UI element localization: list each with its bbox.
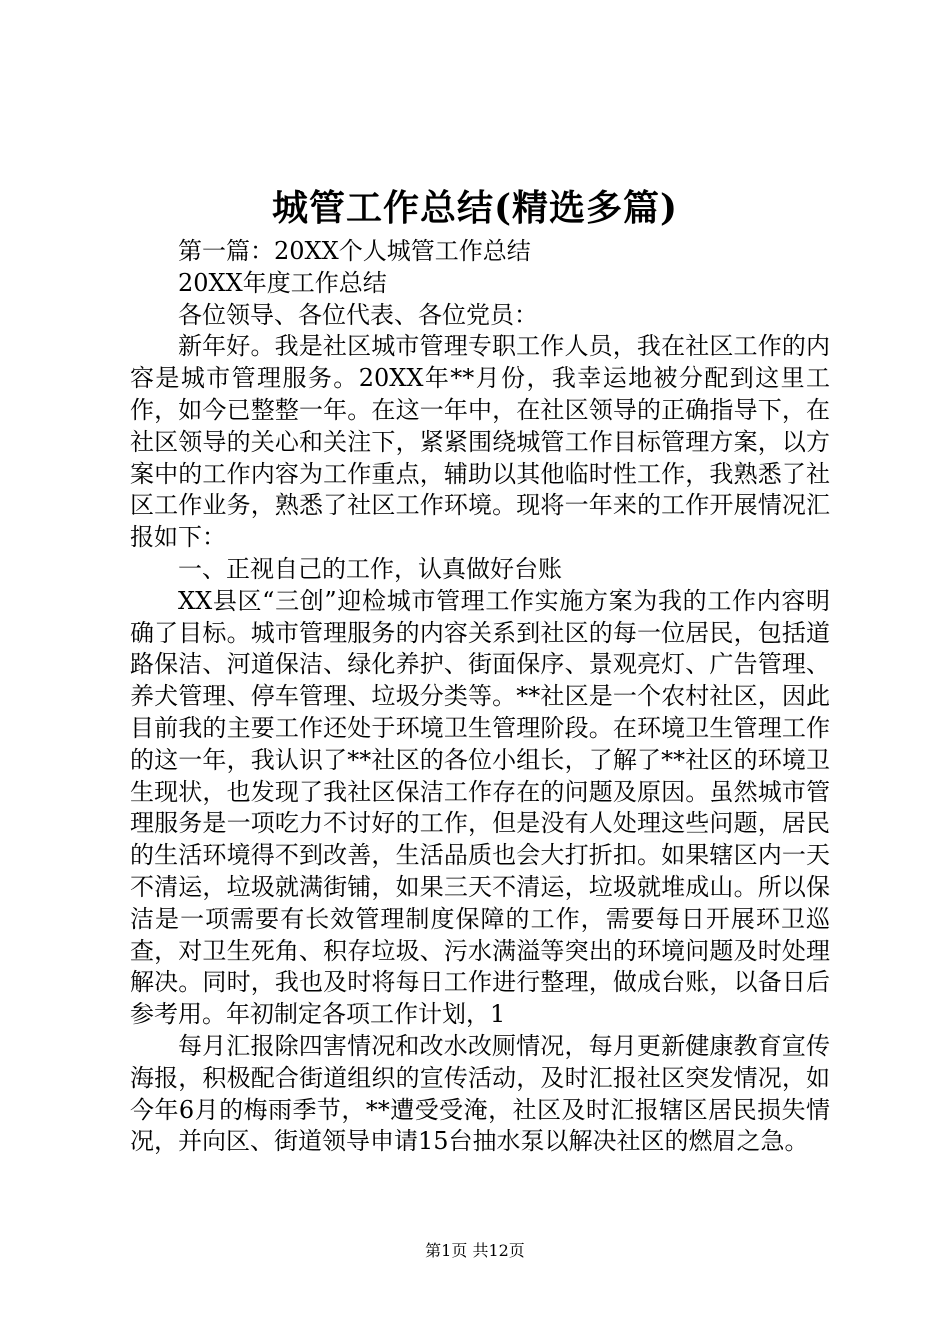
document-title: 城管工作总结(精选多篇) [271, 187, 679, 229]
paragraph-introduction: 新年好。我是社区城市管理专职工作人员，我在社区工作的内容是城市管理服务。20XX年**月份，我幸运地被分配到这里工作，如今已整整一年。在这一年中，在社区领导的正确指导下，在社区领导的关心和关注下，紧紧围绕城管工作目标管理方案，以方案中的工作内容为工作重点，辅助以其他临时性工作，我熟悉了社区工作业务，熟悉了社区工作环境。现将一年来的工作开展情况汇报如下： [130, 332, 830, 552]
paragraph-section-one-heading: 一、正视自己的工作，认真做好台账 [178, 554, 562, 583]
paragraph-section-one-body: XX县区“三创”迎检城市管理工作实施方案为我的工作内容明确了目标。城市管理服务的内容关系到社区的每一位居民，包括道路保洁、河道保洁、绿化养护、街面保序、景观亮灯、广告管理、养犬管理、停车管理、垃圾分类等。**社区是一个农村社区，因此目前我的主要工作还处于环境卫生管理阶段。在环境卫生管理工作的这一年，我认识了**社区的各位小组长，了解了**社区的环境卫生现状，也发现了我社区保洁工作存在的问题及原因。虽然城市管理服务是一项吃力不讨好的工作，但是没有人处理这些问题，居民的生活环境得不到改善，生活品质也会大打折扣。如果辖区内一天不清运，垃圾就满街铺，如果三天不清运，垃圾就堆成山。所以保洁是一项需要有长效管理制度保障的工作，需要每日开展环卫巡查，对卫生死角、积存垃圾、污水满溢等突出的环境问题及时处理解决。同时，我也及时将每日工作进行整理，做成台账，以备日后参考用。年初制定各项工作计划，1 [130, 586, 830, 1029]
document-body [130, 236, 830, 1158]
paragraph-salutation: 各位领导、各位代表、各位党员： [178, 300, 538, 329]
paragraph-annual-summary-title: 20XX年度工作总结 [178, 268, 387, 297]
paragraph-heading-part-one: 第一篇：20XX个人城管工作总结 [178, 237, 531, 265]
paragraph-monthly-report: 每月汇报除四害情况和改水改厕情况，每月更新健康教育宣传海报，积极配合街道组织的宣传活动，及时汇报社区突发情况，如今年6月的梅雨季节，**遭受受淹，社区及时汇报辖区居民损失情况，并向区、街道领导申请15台抽水泵以解决社区的燃眉之急。 [130, 1031, 830, 1156]
page-footer: 第1页 共12页 [425, 1241, 525, 1260]
